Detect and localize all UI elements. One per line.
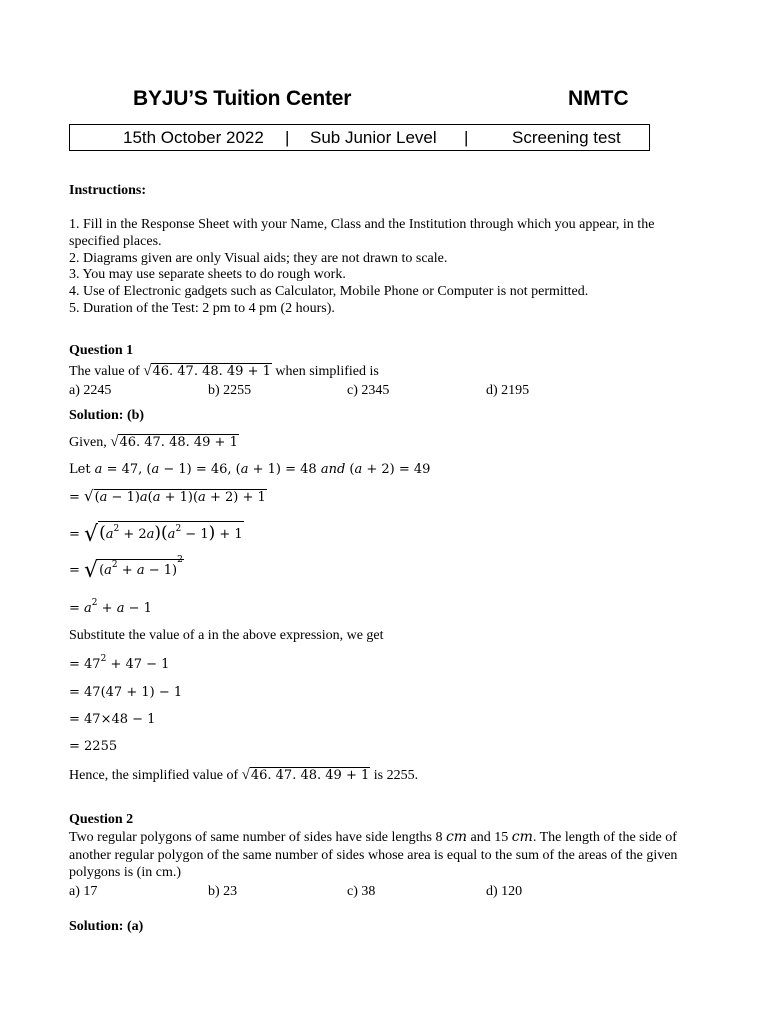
instruction-item: 5. Duration of the Test: 2 pm to 4 pm (2 hours). [69, 301, 335, 316]
solution-step-4: = $a^2 + a - 1$ [69, 598, 152, 616]
instructions-heading: Instructions: [69, 183, 147, 198]
option-b: b) 2255 [208, 383, 252, 398]
solution-conclusion: Hence, the simplified value of √46. 47. 48. 49 + 1 is 2255. [69, 767, 419, 783]
option-a: a) 2245 [69, 383, 112, 398]
instruction-item: 2. Diagrams given are only Visual aids; they are not drawn to scale. [69, 251, 448, 266]
hence-prefix: Hence, the simplified value of [69, 768, 242, 783]
option-a: a) 17 [69, 884, 98, 899]
solution-step-3: = $√(a^2 + a - 1)^2$ [69, 555, 183, 583]
hence-suffix: is 2255. [370, 768, 419, 783]
solution-step-7: = 47×48 − 1 [69, 712, 156, 727]
exam-date: 15th October 2022 [123, 128, 264, 147]
exam-level: Sub Junior Level [310, 128, 437, 147]
option-b: b) 23 [208, 884, 238, 899]
instruction-item: 4. Use of Electronic gadgets such as Calculator, Mobile Phone or Computer is not permitted. [69, 284, 589, 299]
radicand: 46. 47. 48. 49 + 1 [119, 435, 238, 450]
question-text: Two regular polygons of same number of sides have side lengths 8 𝑐𝑚 and 15 𝑐𝑚. The length of the side of another regular polygon of the same number of sides whose area is equal to the sum of the areas of the given polygons is (in cm.) [69, 830, 678, 880]
solution-step-8: = 2255 [69, 739, 118, 754]
option-d: d) 120 [486, 884, 523, 899]
option-d: d) 2195 [486, 383, 530, 398]
solution-let-line: Let 𝑎 = 47, (𝑎 − 1) = 46, (𝑎 + 1) = 48 𝑎𝑛𝑑 (𝑎 + 2) = 49 [69, 462, 431, 477]
option-c: c) 38 [347, 884, 376, 899]
brand-title: BYJU’S Tuition Center [133, 87, 352, 110]
given-label: Given, [69, 435, 111, 450]
instruction-item: 3. You may use separate sheets to do rough work. [69, 267, 346, 282]
question-title: Question 1 [69, 343, 134, 358]
option-c: c) 2345 [347, 383, 390, 398]
question-title: Question 2 [69, 812, 134, 827]
info-separator: | [285, 128, 290, 147]
radicand: 46. 47. 48. 49 + 1 [250, 768, 370, 783]
instruction-item: 1. Fill in the Response Sheet with your Name, Class and the Institution through which you appear, in the specified places. [69, 217, 655, 249]
question-text: The value of √46. 47. 48. 49 + 1 when simplified is [69, 363, 379, 379]
step1-radicand: (𝑎 − 1)𝑎(𝑎 + 1)(𝑎 + 2) + 1 [94, 490, 266, 505]
solution-step-1: = √(𝑎 − 1)𝑎(𝑎 + 1)(𝑎 + 2) + 1 [69, 487, 266, 505]
solution-title: Solution: (a) [69, 919, 144, 934]
solution-step-5: = $47^2 + 47 - 1$ [69, 654, 170, 672]
exam-code: NMTC [568, 87, 629, 110]
options-row [69, 883, 569, 900]
info-separator: | [464, 128, 469, 147]
solution-given: Given, √46. 47. 48. 49 + 1 [69, 434, 238, 450]
question-prefix: The value of [69, 364, 144, 379]
exam-info-box [69, 124, 650, 151]
question-suffix: when simplified is [271, 364, 379, 379]
solution-step-6: = 47(47 + 1) − 1 [69, 685, 183, 700]
solution-substitute-text: Substitute the value of a in the above expression, we get [69, 628, 384, 643]
solution-step-2: = $√(a^2 + 2a)(a^2 - 1) + 1$ [69, 522, 243, 547]
solution-title: Solution: (b) [69, 408, 145, 423]
options-row [69, 382, 569, 399]
radicand: 46. 47. 48. 49 + 1 [152, 364, 271, 379]
exam-type: Screening test [512, 128, 621, 147]
